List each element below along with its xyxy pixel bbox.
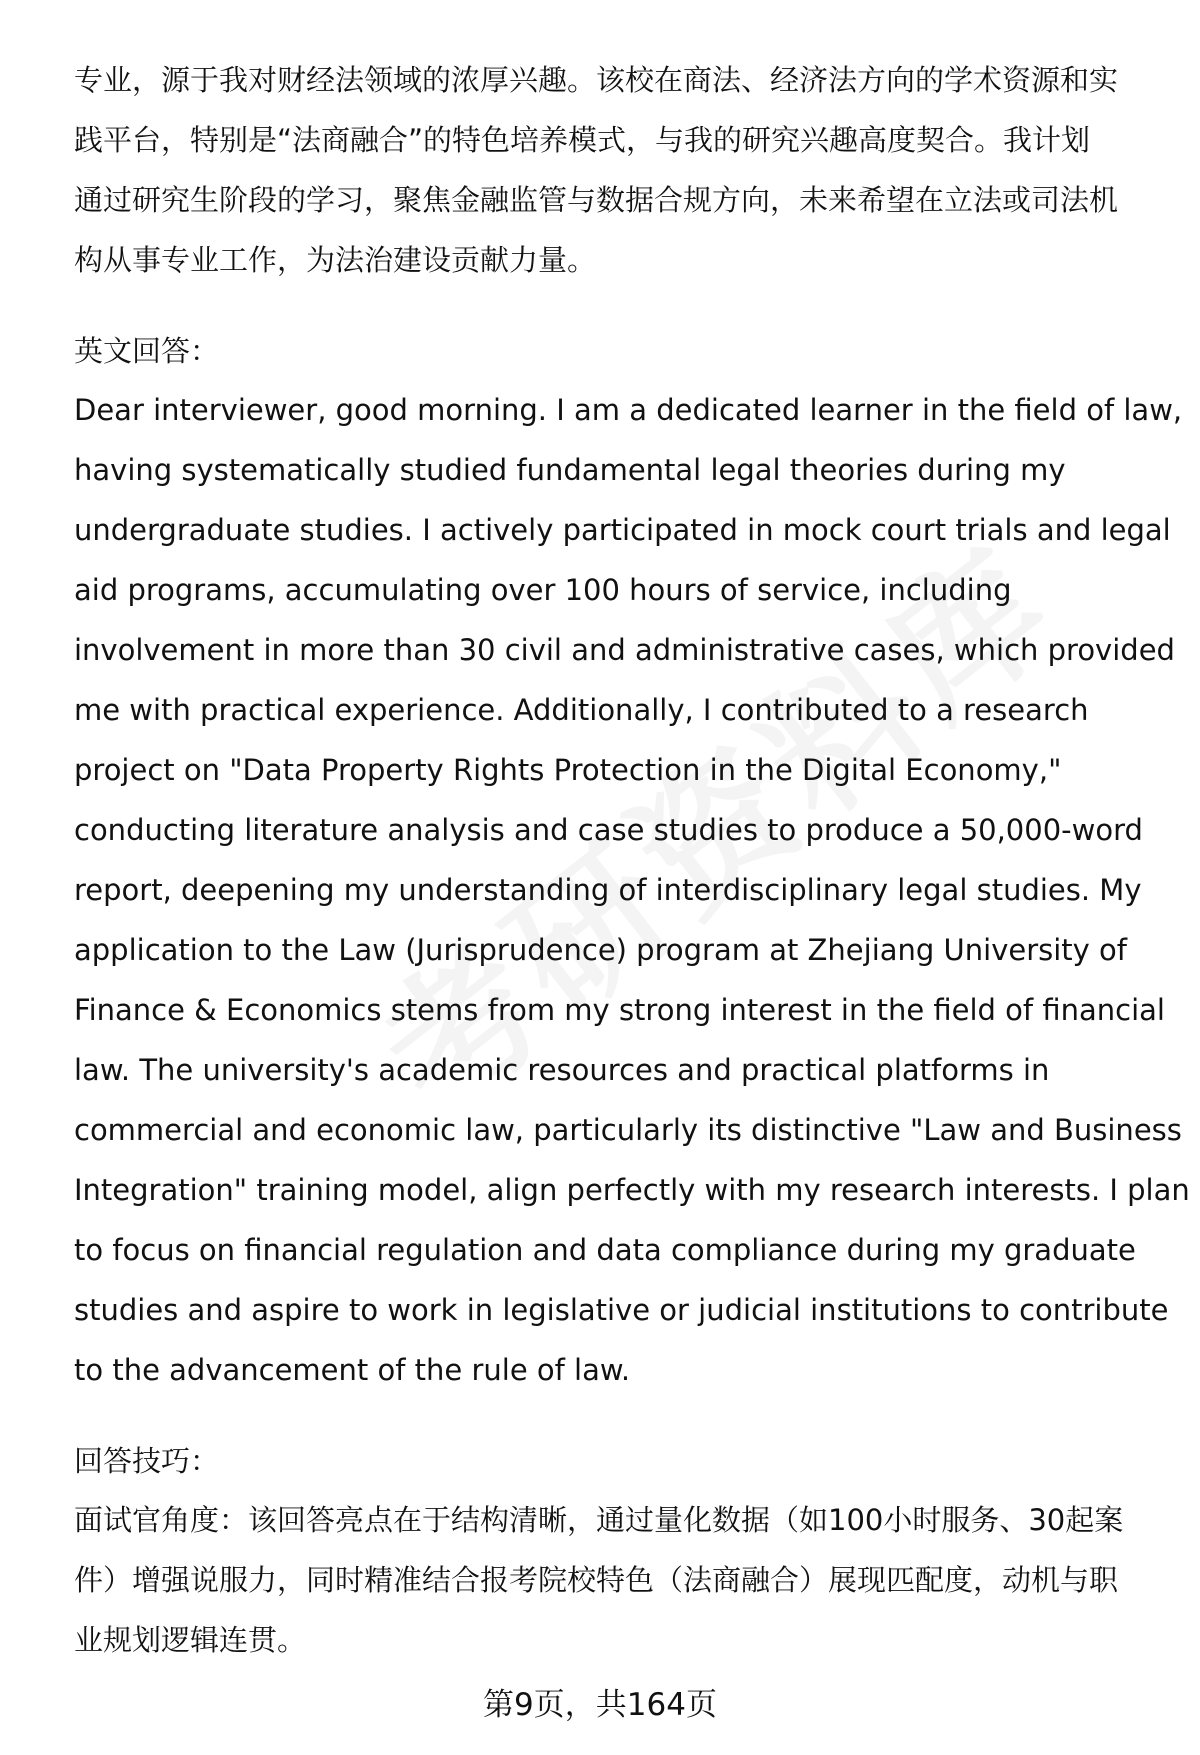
english-answer-paragraph (74, 380, 1190, 1400)
answer-tips-paragraph (74, 1490, 1164, 1670)
text-line: project on "Data Property Rights Protection in the Digital Economy," (74, 753, 1062, 787)
text-line: me with practical experience. Additionally, I contributed to a research (74, 693, 1089, 727)
chinese-answer-paragraph (74, 50, 1164, 290)
text-line: 通过研究生阶段的学习，聚焦金融监管与数据合规方向，未来希望在立法或司法机 (74, 183, 1119, 217)
text-line: conducting literature analysis and case studies to produce a 50,000-word (74, 813, 1143, 847)
text-line: 面试官角度：该回答亮点在于结构清晰，通过量化数据（如100小时服务、30起案 (74, 1503, 1124, 1537)
english-answer-heading: 英文回答： (74, 334, 220, 368)
text-line: law. The university's academic resources and practical platforms in (74, 1053, 1050, 1087)
text-line: studies and aspire to work in legislative or judicial institutions to contribute (74, 1293, 1169, 1327)
text-line: having systematically studied fundamental legal theories during my (74, 453, 1066, 487)
text-line: report, deepening my understanding of interdisciplinary legal studies. My (74, 873, 1142, 907)
text-line: aid programs, accumulating over 100 hours of service, including (74, 573, 1012, 607)
answer-tips-heading: 回答技巧： (74, 1444, 220, 1478)
page-number: 第9页，共164页 (483, 1687, 717, 1723)
text-line: commercial and economic law, particularly its distinctive "Law and Business (74, 1113, 1182, 1147)
text-line: 业规划逻辑连贯。 (74, 1623, 307, 1657)
text-line: application to the Law (Jurisprudence) program at Zhejiang University of (74, 933, 1127, 967)
text-line: undergraduate studies. I actively participated in mock court trials and legal (74, 513, 1171, 547)
text-line: Dear interviewer, good morning. I am a dedicated learner in the field of law, (74, 393, 1183, 427)
text-line: Finance & Economics stems from my strong interest in the field of financial (74, 993, 1165, 1027)
text-line: to focus on financial regulation and data compliance during my graduate (74, 1233, 1136, 1267)
text-line: 践平台，特别是“法商融合”的特色培养模式，与我的研究兴趣高度契合。我计划 (74, 123, 1091, 157)
text-line: Integration" training model, align perfectly with my research interests. I plan (74, 1173, 1190, 1207)
text-line: 件）增强说服力，同时精准结合报考院校特色（法商融合）展现匹配度，动机与职 (74, 1563, 1119, 1597)
text-line: 专业，源于我对财经法领域的浓厚兴趣。该校在商法、经济法方向的学术资源和实 (74, 63, 1119, 97)
text-line: involvement in more than 30 civil and administrative cases, which provided (74, 633, 1175, 667)
text-line: to the advancement of the rule of law. (74, 1353, 631, 1387)
text-line: 构从事专业工作，为法治建设贡献力量。 (74, 243, 597, 277)
